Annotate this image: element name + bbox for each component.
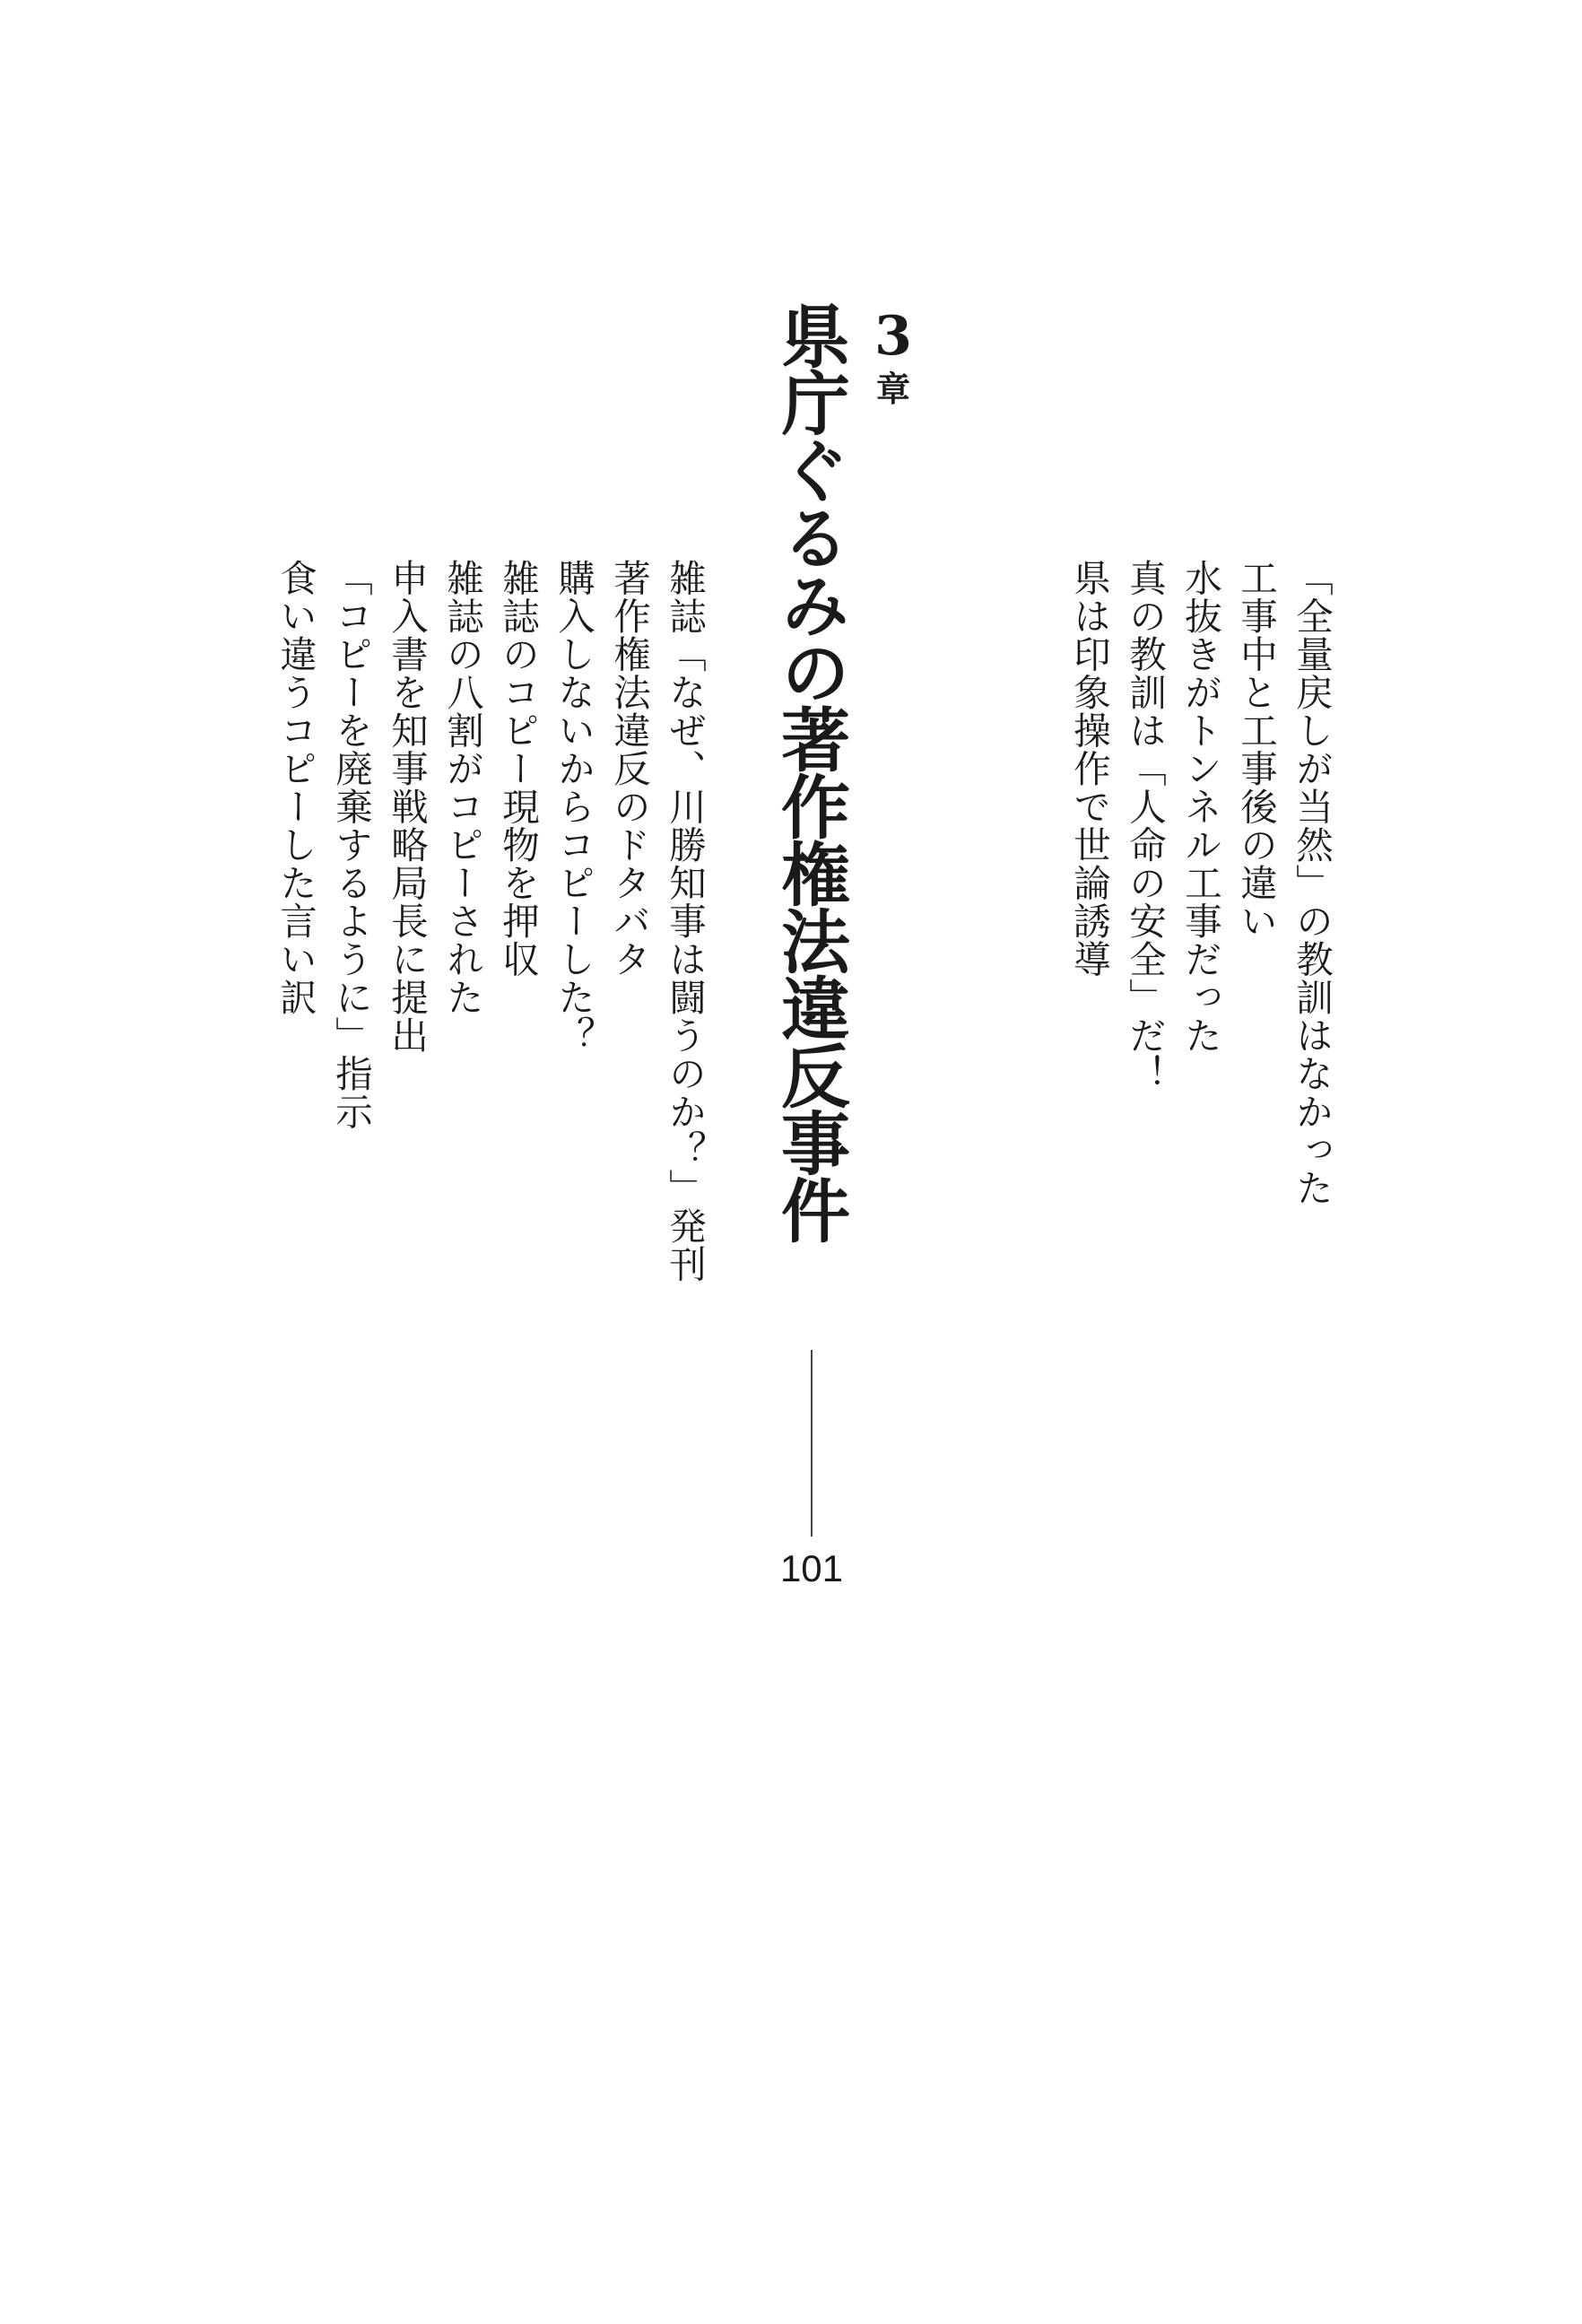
section-heading: 雑誌「なぜ、川勝知事は闘うのか？」発刊 (663, 559, 707, 1284)
section-heading: 「コピーを廃棄するように」指示 (329, 559, 373, 1131)
section-list-right (1036, 559, 1339, 1207)
section-heading: 工事中と工事後の違い (1234, 559, 1278, 940)
section-heading: 水抜きがトンネル工事だった (1178, 559, 1222, 1055)
chapter-label: 章 (875, 369, 910, 409)
section-heading: 真の教訓は「人命の安全」だ！ (1123, 559, 1167, 1092)
section-heading: 購入しないからコピーした？ (552, 559, 595, 1055)
section-heading: 「全量戻しが当然」の教訓はなかった (1290, 559, 1334, 1207)
section-heading: 県は印象操作で世論誘導 (1067, 559, 1111, 979)
section-list-left (226, 559, 712, 1284)
page-number: 101 (779, 1547, 844, 1589)
title-divider (811, 1350, 813, 1536)
section-heading: 著作権法違反のドタバタ (607, 559, 651, 979)
section-heading: 食い違うコピーした言い訳 (274, 559, 317, 1016)
chapter-title: 県庁ぐるみの著作権法違反事件 (769, 300, 850, 1242)
section-heading: 雑誌のコピー現物を押収 (496, 559, 540, 979)
section-heading: 雑誌の八割がコピーされた (440, 559, 484, 1016)
chapter-number: 3 (874, 305, 912, 368)
section-heading: 申入書を知事戦略局長に提出 (385, 559, 429, 1055)
